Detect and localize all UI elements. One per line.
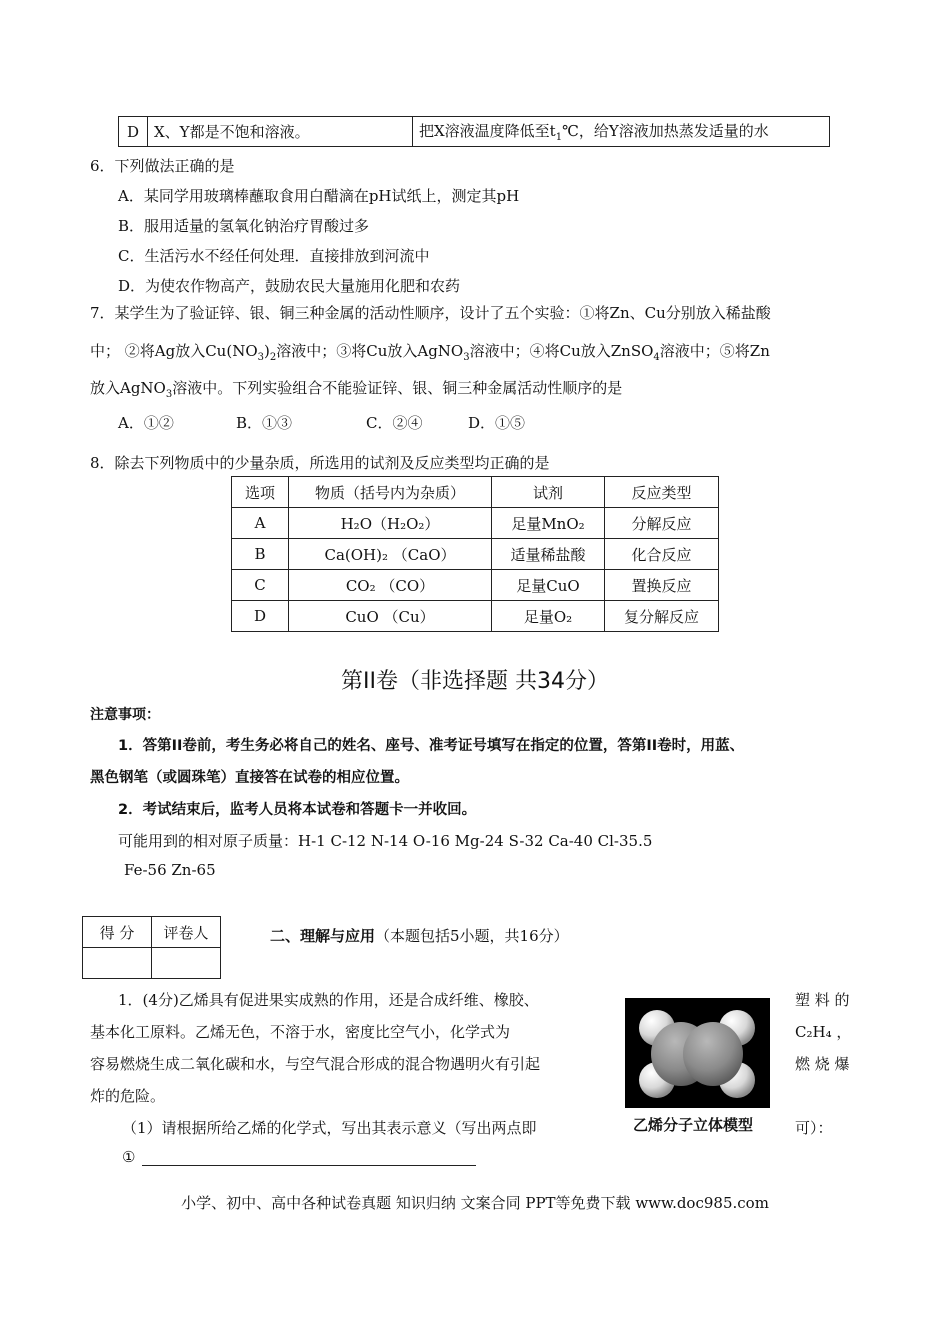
q1-line1-right: 塑 料 的 (795, 991, 850, 1009)
q8-header-reagent: 试剂 (492, 477, 605, 508)
grader-field[interactable] (152, 948, 221, 979)
notice-1-line1: 1．答第II卷前，考生务必将自己的姓名、座号、准考证号填写在指定的位置，答第II卷时，用蓝、 (118, 738, 745, 754)
q7-line2: 中； ②将Ag放入$Cu(NO_3)_2$溶液中；③将Cu放入AgNO$_3$溶液中；④将Cu放入ZnSO$_4$溶液中；⑤将Zn (90, 342, 770, 363)
q7-option-a: A．①② (118, 414, 174, 432)
q8-header-substance: 物质（括号内为杂质） (289, 477, 492, 508)
q1-line4: 炸的危险。 (90, 1087, 166, 1105)
ethylene-model-caption: 乙烯分子立体模型 (633, 1116, 754, 1134)
q7-option-c: C．②④ (366, 414, 423, 432)
q8-row-substance: Ca(OH)₂ （CaO） (289, 539, 492, 570)
q6-option-d: D．为使农作物高产，鼓励农民大量施用化肥和农药 (118, 277, 461, 295)
top-table (118, 116, 830, 147)
notice-heading: 注意事项： (90, 707, 160, 723)
q7-option-b: B．①③ (236, 414, 293, 432)
table-row (232, 601, 719, 632)
q8-row-type: 置换反应 (605, 570, 719, 601)
q1-line5-right: 可）： (795, 1119, 833, 1137)
q8-row-substance: CO₂ （CO） (289, 570, 492, 601)
q8-row-reagent: 足量O₂ (492, 601, 605, 632)
ethylene-molecule-icon (625, 998, 770, 1108)
q8-row-option: A (232, 508, 289, 539)
q1-line1-left: 1．(4分)乙烯具有促进果实成熟的作用，还是合成纤维、橡胶、 (118, 991, 539, 1009)
grader-label: 评卷人 (152, 917, 221, 948)
q1-line2-right: C₂H₄ ， (795, 1023, 852, 1041)
q8-row-substance: H₂O（H₂O₂） (289, 508, 492, 539)
q7-option-d: D．①⑤ (468, 414, 526, 432)
q1-blank-1-label: ① (122, 1148, 136, 1166)
q1-line2-left: 基本化工原料。乙烯无色，不溶于水，密度比空气小，化学式为 (90, 1023, 511, 1041)
atomic-mass-line1: 可能用到的相对原子质量：H-1 C-12 N-14 O-16 Mg-24 S-32 Ca-40 Cl-35.5 (118, 832, 653, 850)
q1-line3-left: 容易燃烧生成二氧化碳和水，与空气混合形成的混合物遇明火有引起 (90, 1055, 541, 1073)
q6-stem: 6．下列做法正确的是 (90, 157, 235, 175)
notice-1-line2: 黑色钢笔（或圆珠笔）直接答在试卷的相应位置。 (90, 770, 409, 786)
ethylene-model-image (625, 998, 770, 1108)
q8-row-reagent: 适量稀盐酸 (492, 539, 605, 570)
q7-line3: 放入AgNO$_3$溶液中。下列实验组合不能验证锌、银、铜三种金属活动性顺序的是 (90, 379, 623, 400)
section-title: 第II卷（非选择题 共34分） (341, 669, 609, 694)
q8-row-substance: CuO （Cu） (289, 601, 492, 632)
table-row (232, 570, 719, 601)
q1-blank-1-line[interactable] (142, 1165, 476, 1166)
q8-row-reagent: 足量CuO (492, 570, 605, 601)
part2-heading (270, 925, 569, 946)
q1-line5-left: （1）请根据所给乙烯的化学式，写出其表示意义（写出两点即 (122, 1119, 537, 1137)
q8-header-option: 选项 (232, 477, 289, 508)
q8-row-option: B (232, 539, 289, 570)
score-field[interactable] (83, 948, 152, 979)
q8-row-reagent: 足量MnO₂ (492, 508, 605, 539)
part2-title: 二、理解与应用 (270, 927, 376, 945)
page-footer: 小学、初中、高中各种试卷真题 知识归纳 文案合同 PPT等免费下载 www.doc985.com (181, 1194, 769, 1212)
q6-option-a: A．某同学用玻璃棒蘸取食用白醋滴在pH试纸上，测定其pH (118, 187, 520, 205)
top-table-label: D (119, 117, 148, 147)
q8-row-option: C (232, 570, 289, 601)
part2-note: （本题包括5小题，共16分） (375, 927, 569, 945)
score-box (82, 916, 221, 979)
q8-row-type: 化合反应 (605, 539, 719, 570)
score-label: 得 分 (83, 917, 152, 948)
q8-row-type: 复分解反应 (605, 601, 719, 632)
top-table-col1: X、Y都是不饱和溶液。 (148, 117, 413, 147)
notice-2: 2．考试结束后，监考人员将本试卷和答题卡一并收回。 (118, 802, 477, 818)
q8-row-type: 分解反应 (605, 508, 719, 539)
q1-line3-right: 燃 烧 爆 (795, 1055, 850, 1073)
table-row (232, 508, 719, 539)
q8-table (231, 476, 719, 632)
q8-header-type: 反应类型 (605, 477, 719, 508)
top-table-col2: 把X溶液温度降低至$t_1℃$，给Y溶液加热蒸发适量的水 (413, 117, 830, 147)
q6-option-b: B．服用适量的氢氧化钠治疗胃酸过多 (118, 217, 370, 235)
atomic-mass-line2: Fe-56 Zn-65 (124, 861, 216, 879)
q8-row-option: D (232, 601, 289, 632)
q8-stem: 8．除去下列物质中的少量杂质，所选用的试剂及反应类型均正确的是 (90, 454, 550, 472)
table-row (232, 539, 719, 570)
q7-line1: 7．某学生为了验证锌、银、铜三种金属的活动性顺序，设计了五个实验：①将Zn、Cu分别放入稀盐酸 (90, 304, 771, 322)
q6-option-c: C．生活污水不经任何处理．直接排放到河流中 (118, 247, 430, 265)
